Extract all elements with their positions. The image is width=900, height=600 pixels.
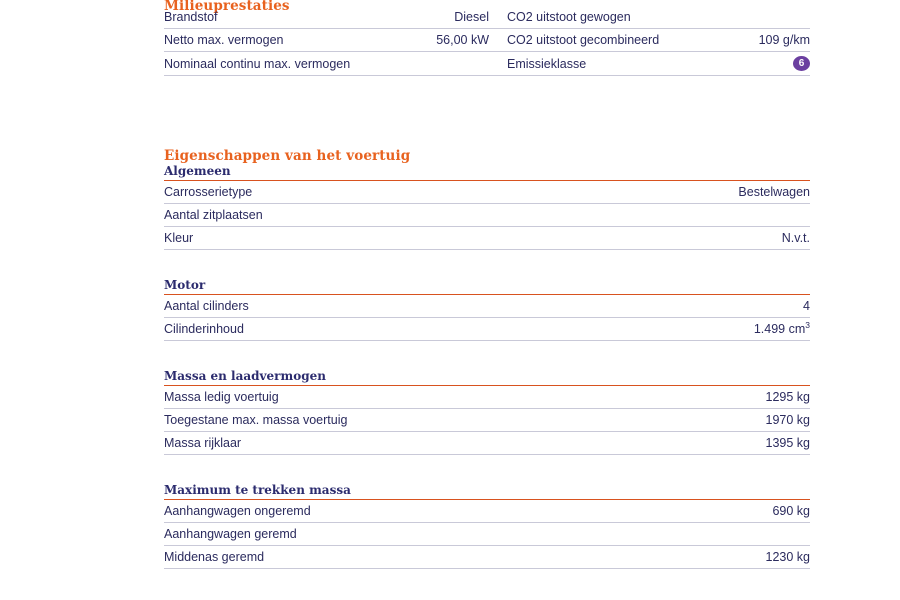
status-badge: 6: [793, 56, 810, 71]
table-row: [164, 409, 810, 432]
spec-value: 1295 kg: [684, 386, 810, 409]
subsection-title-massa-en-laadvermogen: Massa en laadvermogen: [164, 369, 326, 384]
spec-label: CO2 uitstoot gecombineerd: [507, 29, 712, 52]
table-motor: [164, 294, 810, 341]
spec-value: [660, 523, 810, 546]
table-row: [164, 181, 810, 204]
spec-value: Bestelwagen: [538, 181, 810, 204]
spec-value: [379, 52, 507, 76]
subsection-title-algemeen: Algemeen: [164, 164, 231, 179]
table-row: [164, 432, 810, 455]
spec-label: Emissieklasse: [507, 52, 712, 76]
spec-value: 1970 kg: [684, 409, 810, 432]
spec-label: Aanhangwagen ongeremd: [164, 500, 660, 523]
spec-value: 56,00 kW: [379, 29, 507, 52]
table-massa-en-laadvermogen: [164, 385, 810, 455]
group-spacer: [164, 250, 810, 278]
spec-label: Aantal zitplaatsen: [164, 204, 538, 227]
table-milieuprestaties: [164, 6, 810, 76]
spec-value: N.v.t.: [538, 227, 810, 250]
section-title-eigenschappen: Eigenschappen van het voertuig: [164, 148, 411, 165]
table-row: [164, 29, 810, 52]
spec-label: Middenas geremd: [164, 546, 660, 569]
spec-label: Nominaal continu max. vermogen: [164, 52, 379, 76]
section-spacer: [164, 76, 810, 148]
spec-value: 1230 kg: [660, 546, 810, 569]
unit-exponent: 3: [805, 320, 810, 331]
spec-value: Diesel: [379, 6, 507, 29]
spec-label: Toegestane max. massa voertuig: [164, 409, 684, 432]
spec-label: Aantal cilinders: [164, 295, 553, 318]
section-title-milieuprestaties: Milieuprestaties: [164, 0, 290, 14]
spec-value: 690 kg: [660, 500, 810, 523]
document-content: [164, 0, 810, 569]
spec-value: [712, 6, 810, 29]
table-row: [164, 52, 810, 76]
spec-label: Aanhangwagen geremd: [164, 523, 660, 546]
group-spacer: [164, 455, 810, 483]
subsection-title-maximum-te-trekken-massa: Maximum te trekken massa: [164, 483, 351, 498]
group-spacer: [164, 341, 810, 369]
spec-label: Carrosserietype: [164, 181, 538, 204]
spec-value: [553, 318, 810, 341]
table-row: [164, 523, 810, 546]
spec-label: Netto max. vermogen: [164, 29, 379, 52]
spec-label: CO2 uitstoot gewogen: [507, 6, 712, 29]
table-maximum-te-trekken-massa: [164, 499, 810, 569]
spec-label: Kleur: [164, 227, 538, 250]
table-row: [164, 204, 810, 227]
table-algemeen: [164, 180, 810, 250]
table-row: [164, 500, 810, 523]
spec-value: [538, 204, 810, 227]
spec-label: Brandstof: [164, 6, 379, 29]
spec-value: 4: [553, 295, 810, 318]
spec-value: 1395 kg: [684, 432, 810, 455]
table-row: [164, 386, 810, 409]
spec-label: Cilinderinhoud: [164, 318, 553, 341]
spec-value-text: 1.499 cm: [753, 322, 806, 337]
table-row: [164, 318, 810, 341]
subsection-title-motor: Motor: [164, 278, 206, 293]
table-row: [164, 546, 810, 569]
spec-label: Massa ledig voertuig: [164, 386, 684, 409]
table-row: [164, 295, 810, 318]
emissieklasse-cell: [712, 52, 810, 76]
spec-label: Massa rijklaar: [164, 432, 684, 455]
table-row: [164, 227, 810, 250]
spec-value: 109 g/km: [712, 29, 810, 52]
